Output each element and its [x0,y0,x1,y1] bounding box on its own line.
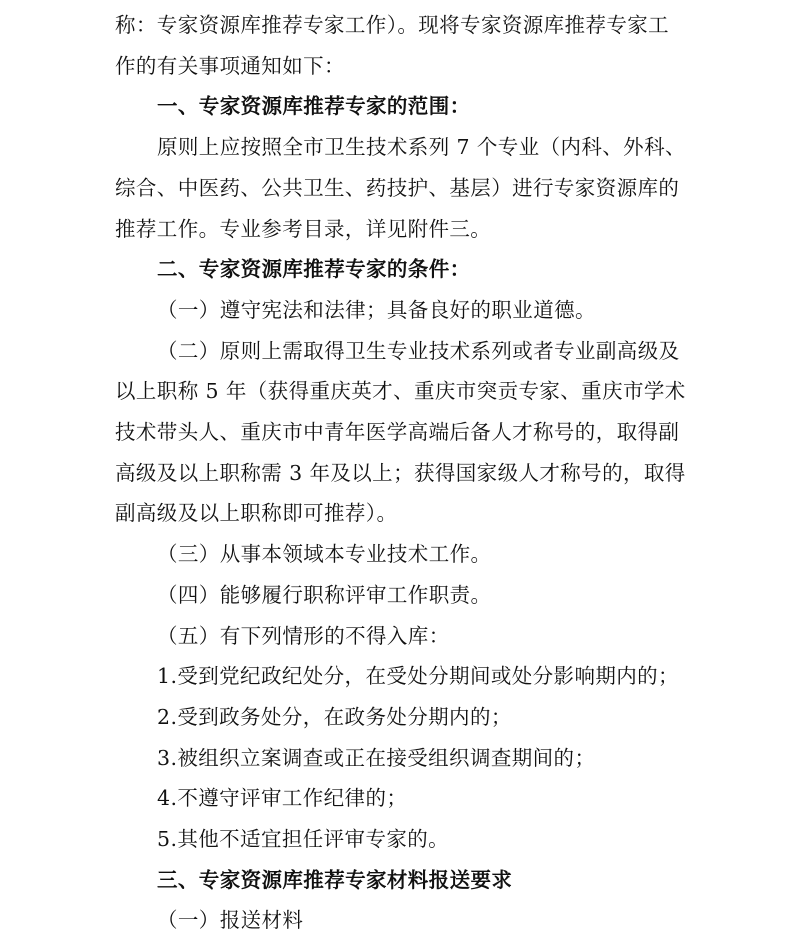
list-item: （三）从事本领域本专业技术工作。 [157,542,492,567]
paragraph-line: 副高级及以上职称即可推荐）。 [115,501,398,526]
section-heading-requirements: 三、专家资源库推荐专家材料报送要求 [157,867,513,892]
paragraph-line: 综合、中医药、公共卫生、药技护、基层）进行专家资源库的 [115,175,680,200]
list-item: （二）原则上需取得卫生专业技术系列或者专业副高级及 [157,338,680,363]
list-item: 5.其他不适宜担任评审专家的。 [157,827,450,851]
paragraph-line: 作的有关事项通知如下： [115,53,345,78]
list-item: （四）能够履行职称评审工作职责。 [157,582,492,607]
section-heading-conditions: 二、专家资源库推荐专家的条件： [157,257,471,282]
paragraph-line: 称：专家资源库推荐专家工作）。现将专家资源库推荐专家工 [115,13,670,37]
list-item: （一）遵守宪法和法律；具备良好的职业道德。 [157,297,596,322]
list-item: （一）报送材料 [157,908,304,933]
list-item: 2.受到政务处分，在政务处分期内的； [157,704,512,729]
list-item: 4.不遵守评审工作纪律的； [157,786,408,811]
paragraph-line: 高级及以上职称需 3 年及以上；获得国家级人才称号的，取得 [115,460,686,485]
paragraph-line: 技术带头人、重庆市中青年医学高端后备人才称号的，取得副 [115,420,680,444]
list-item: （五）有下列情形的不得入库： [157,623,450,648]
paragraph-line: 推荐工作。专业参考目录，详见附件三。 [115,216,492,241]
list-item: 1.受到党纪政纪处分，在受处分期间或处分影响期内的； [157,664,679,689]
section-heading-scope: 一、专家资源库推荐专家的范围： [157,94,471,119]
list-item: 3.被组织立案调查或正在接受组织调查期间的； [157,745,596,770]
paragraph-line: 原则上应按照全市卫生技术系列 7 个专业（内科、外科、 [157,135,686,160]
paragraph-line: 以上职称 5 年（获得重庆英才、重庆市突贡专家、重庆市学术 [115,379,686,404]
